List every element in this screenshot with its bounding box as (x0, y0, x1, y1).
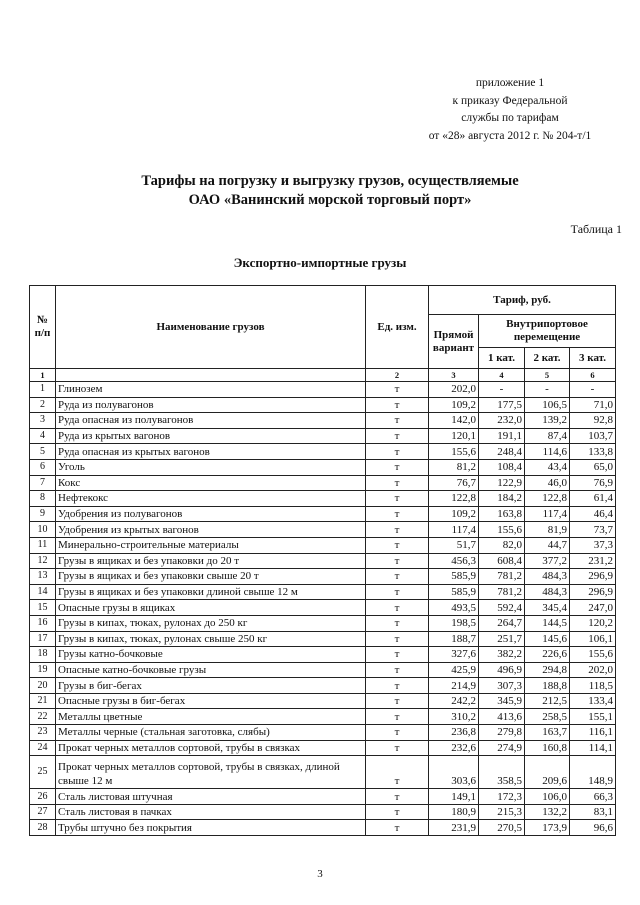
cargo-name: Минерально-строительные материалы (56, 537, 366, 553)
category-1-tariff: 496,9 (479, 662, 525, 678)
cargo-name: Удобрения из крытых вагонов (56, 522, 366, 538)
row-number: 16 (30, 615, 56, 631)
page-number: 3 (317, 868, 323, 880)
category-2-tariff: 46,0 (525, 475, 570, 491)
row-number: 14 (30, 584, 56, 600)
category-3-tariff: 61,4 (570, 491, 616, 507)
direct-tariff: 117,4 (429, 522, 479, 538)
appendix-line: от «28» августа 2012 г. № 204-т/1 (428, 129, 592, 142)
unit-of-measure: т (366, 725, 429, 741)
direct-tariff: 202,0 (429, 382, 479, 398)
unit-of-measure: т (366, 804, 429, 820)
direct-tariff: 149,1 (429, 789, 479, 805)
category-2-tariff: 484,3 (525, 584, 570, 600)
unit-of-measure: т (366, 475, 429, 491)
category-1-tariff: 781,2 (479, 569, 525, 585)
category-1-tariff: - (479, 382, 525, 398)
category-1-tariff: 592,4 (479, 600, 525, 616)
category-1-tariff: 82,0 (479, 537, 525, 553)
table-row (30, 662, 616, 678)
table-row (30, 569, 616, 585)
category-2-tariff: 87,4 (525, 428, 570, 444)
direct-tariff: 120,1 (429, 428, 479, 444)
category-3-tariff: 106,1 (570, 631, 616, 647)
header-unit: Ед. изм. (366, 286, 429, 369)
direct-tariff: 585,9 (429, 569, 479, 585)
column-number: 3 (429, 369, 479, 382)
cargo-name: Металлы черные (стальная заготовка, слябы) (56, 725, 366, 741)
row-number: 20 (30, 678, 56, 694)
unit-of-measure: т (366, 631, 429, 647)
category-2-tariff: 144,5 (525, 615, 570, 631)
header-tariff: Тариф, руб. (429, 286, 616, 315)
document-title (60, 172, 600, 210)
category-1-tariff: 382,2 (479, 647, 525, 663)
row-number: 11 (30, 537, 56, 553)
unit-of-measure: т (366, 491, 429, 507)
row-number: 21 (30, 693, 56, 709)
category-3-tariff: 231,2 (570, 553, 616, 569)
header-internal: Внутрипортовое перемещение (479, 315, 616, 348)
row-number: 10 (30, 522, 56, 538)
category-3-tariff: 92,8 (570, 413, 616, 429)
cargo-name: Металлы цветные (56, 709, 366, 725)
table-row (30, 506, 616, 522)
direct-tariff: 109,2 (429, 397, 479, 413)
category-1-tariff: 108,4 (479, 459, 525, 475)
category-2-tariff: 44,7 (525, 537, 570, 553)
cargo-name: Грузы катно-бочковые (56, 647, 366, 663)
row-number: 1 (30, 382, 56, 398)
row-number: 12 (30, 553, 56, 569)
cargo-name: Уголь (56, 459, 366, 475)
category-3-tariff: - (570, 382, 616, 398)
category-3-tariff: 296,9 (570, 584, 616, 600)
table-row (30, 428, 616, 444)
direct-tariff: 456,3 (429, 553, 479, 569)
category-2-tariff: 139,2 (525, 413, 570, 429)
category-1-tariff: 608,4 (479, 553, 525, 569)
table-row (30, 444, 616, 460)
cargo-name: Глинозем (56, 382, 366, 398)
unit-of-measure: т (366, 537, 429, 553)
category-3-tariff: 116,1 (570, 725, 616, 741)
row-number: 2 (30, 397, 56, 413)
category-3-tariff: 120,2 (570, 615, 616, 631)
category-2-tariff: 132,2 (525, 804, 570, 820)
direct-tariff: 142,0 (429, 413, 479, 429)
row-number: 7 (30, 475, 56, 491)
category-2-tariff: 43,4 (525, 459, 570, 475)
column-number: 5 (525, 369, 570, 382)
row-number: 19 (30, 662, 56, 678)
table-row (30, 693, 616, 709)
cargo-name: Опасные грузы в биг-бегах (56, 693, 366, 709)
cargo-name: Руда опасная из крытых вагонов (56, 444, 366, 460)
direct-tariff: 585,9 (429, 584, 479, 600)
row-number: 27 (30, 804, 56, 820)
direct-tariff: 155,6 (429, 444, 479, 460)
table-row (30, 615, 616, 631)
category-2-tariff: 145,6 (525, 631, 570, 647)
category-3-tariff: 37,3 (570, 537, 616, 553)
category-3-tariff: 202,0 (570, 662, 616, 678)
category-1-tariff: 781,2 (479, 584, 525, 600)
unit-of-measure: т (366, 382, 429, 398)
category-2-tariff: 226,6 (525, 647, 570, 663)
row-number: 5 (30, 444, 56, 460)
column-number: 1 (30, 369, 56, 382)
header-direct: Прямой вариант (429, 315, 479, 369)
table-row (30, 804, 616, 820)
row-number: 24 (30, 740, 56, 756)
column-number: 6 (570, 369, 616, 382)
table-row (30, 413, 616, 429)
category-3-tariff: 103,7 (570, 428, 616, 444)
table-row (30, 491, 616, 507)
cargo-name: Грузы в кипах, тюках, рулонах свыше 250 кг (56, 631, 366, 647)
row-number: 28 (30, 820, 56, 836)
direct-tariff: 122,8 (429, 491, 479, 507)
direct-tariff: 109,2 (429, 506, 479, 522)
category-3-tariff: 96,6 (570, 820, 616, 836)
row-number: 26 (30, 789, 56, 805)
cargo-name: Грузы в ящиках и без упаковки длиной свыше 12 м (56, 584, 366, 600)
row-number: 6 (30, 459, 56, 475)
row-number: 22 (30, 709, 56, 725)
category-3-tariff: 65,0 (570, 459, 616, 475)
category-2-tariff: 106,5 (525, 397, 570, 413)
table-row (30, 647, 616, 663)
category-2-tariff: 160,8 (525, 740, 570, 756)
direct-tariff: 236,8 (429, 725, 479, 741)
category-1-tariff: 251,7 (479, 631, 525, 647)
cargo-name: Трубы штучно без покрытия (56, 820, 366, 836)
table-row (30, 475, 616, 491)
unit-of-measure: т (366, 444, 429, 460)
direct-tariff: 198,5 (429, 615, 479, 631)
header-cat2: 2 кат. (525, 348, 570, 369)
table-row (30, 631, 616, 647)
category-3-tariff: 247,0 (570, 600, 616, 616)
table-row (30, 725, 616, 741)
category-1-tariff: 345,9 (479, 693, 525, 709)
header-name: Наименование грузов (56, 286, 366, 369)
unit-of-measure: т (366, 569, 429, 585)
table-row (30, 522, 616, 538)
category-2-tariff: 117,4 (525, 506, 570, 522)
row-number: 8 (30, 491, 56, 507)
appendix-line: приложение 1 (475, 77, 545, 89)
unit-of-measure: т (366, 459, 429, 475)
category-3-tariff: 66,3 (570, 789, 616, 805)
category-1-tariff: 307,3 (479, 678, 525, 694)
cargo-name: Нефтекокс (56, 491, 366, 507)
direct-tariff: 188,7 (429, 631, 479, 647)
cargo-name: Сталь листовая в пачках (56, 804, 366, 820)
title-line-1: Тарифы на погрузку и выгрузку грузов, осуществляемые (141, 173, 519, 189)
category-2-tariff: - (525, 382, 570, 398)
tariff-table (29, 285, 616, 836)
unit-of-measure: т (366, 662, 429, 678)
table-row (30, 382, 616, 398)
category-1-tariff: 184,2 (479, 491, 525, 507)
category-2-tariff: 114,6 (525, 444, 570, 460)
category-3-tariff: 296,9 (570, 569, 616, 585)
unit-of-measure: т (366, 584, 429, 600)
category-1-tariff: 122,9 (479, 475, 525, 491)
appendix-line: службы по тарифам (461, 112, 559, 124)
category-1-tariff: 215,3 (479, 804, 525, 820)
category-1-tariff: 155,6 (479, 522, 525, 538)
column-number-row (30, 369, 616, 382)
category-1-tariff: 163,8 (479, 506, 525, 522)
cargo-name: Руда опасная из полувагонов (56, 413, 366, 429)
section-title: Экспортно-импортные грузы (233, 255, 407, 270)
category-2-tariff: 106,0 (525, 789, 570, 805)
category-1-tariff: 264,7 (479, 615, 525, 631)
direct-tariff: 76,7 (429, 475, 479, 491)
direct-tariff: 180,9 (429, 804, 479, 820)
cargo-name: Опасные грузы в ящиках (56, 600, 366, 616)
category-3-tariff: 155,1 (570, 709, 616, 725)
category-3-tariff: 133,8 (570, 444, 616, 460)
category-3-tariff: 73,7 (570, 522, 616, 538)
row-number: 18 (30, 647, 56, 663)
direct-tariff: 232,6 (429, 740, 479, 756)
cargo-name: Прокат черных металлов сортовой, трубы в связках, длиной свыше 12 м (56, 756, 366, 789)
category-3-tariff: 71,0 (570, 397, 616, 413)
cargo-name: Грузы в кипах, тюках, рулонах до 250 кг (56, 615, 366, 631)
unit-of-measure: т (366, 428, 429, 444)
category-2-tariff: 188,8 (525, 678, 570, 694)
cargo-name: Грузы в ящиках и без упаковки до 20 т (56, 553, 366, 569)
category-1-tariff: 358,5 (479, 756, 525, 789)
unit-of-measure: т (366, 789, 429, 805)
unit-of-measure: т (366, 397, 429, 413)
category-2-tariff: 258,5 (525, 709, 570, 725)
unit-of-measure: т (366, 709, 429, 725)
column-number: 4 (479, 369, 525, 382)
table-row (30, 756, 616, 789)
direct-tariff: 310,2 (429, 709, 479, 725)
category-3-tariff: 118,5 (570, 678, 616, 694)
category-3-tariff: 133,4 (570, 693, 616, 709)
category-1-tariff: 248,4 (479, 444, 525, 460)
direct-tariff: 242,2 (429, 693, 479, 709)
cargo-name: Руда из полувагонов (56, 397, 366, 413)
table-row (30, 397, 616, 413)
category-1-tariff: 177,5 (479, 397, 525, 413)
category-2-tariff: 122,8 (525, 491, 570, 507)
cargo-name: Кокс (56, 475, 366, 491)
category-1-tariff: 270,5 (479, 820, 525, 836)
category-2-tariff: 81,9 (525, 522, 570, 538)
column-number: 2 (366, 369, 429, 382)
category-3-tariff: 46,4 (570, 506, 616, 522)
category-1-tariff: 274,9 (479, 740, 525, 756)
unit-of-measure: т (366, 615, 429, 631)
category-2-tariff: 484,3 (525, 569, 570, 585)
unit-of-measure: т (366, 413, 429, 429)
table-row (30, 678, 616, 694)
direct-tariff: 425,9 (429, 662, 479, 678)
category-2-tariff: 294,8 (525, 662, 570, 678)
row-number: 3 (30, 413, 56, 429)
direct-tariff: 51,7 (429, 537, 479, 553)
table-row (30, 584, 616, 600)
row-number: 9 (30, 506, 56, 522)
table-row (30, 600, 616, 616)
category-1-tariff: 172,3 (479, 789, 525, 805)
table-row (30, 709, 616, 725)
column-number (56, 369, 366, 382)
category-3-tariff: 155,6 (570, 647, 616, 663)
unit-of-measure: т (366, 756, 429, 789)
table-row (30, 537, 616, 553)
category-2-tariff: 212,5 (525, 693, 570, 709)
header-num: № п/п (30, 286, 56, 369)
category-3-tariff: 83,1 (570, 804, 616, 820)
cargo-name: Грузы в ящиках и без упаковки свыше 20 т (56, 569, 366, 585)
category-1-tariff: 191,1 (479, 428, 525, 444)
category-2-tariff: 377,2 (525, 553, 570, 569)
direct-tariff: 327,6 (429, 647, 479, 663)
direct-tariff: 231,9 (429, 820, 479, 836)
unit-of-measure: т (366, 522, 429, 538)
table-row (30, 553, 616, 569)
unit-of-measure: т (366, 600, 429, 616)
appendix-block (395, 75, 625, 145)
category-1-tariff: 413,6 (479, 709, 525, 725)
category-2-tariff: 163,7 (525, 725, 570, 741)
cargo-name: Прокат черных металлов сортовой, трубы в связках (56, 740, 366, 756)
cargo-name: Опасные катно-бочковые грузы (56, 662, 366, 678)
row-number: 13 (30, 569, 56, 585)
unit-of-measure: т (366, 553, 429, 569)
category-3-tariff: 114,1 (570, 740, 616, 756)
category-1-tariff: 232,0 (479, 413, 525, 429)
table-row (30, 740, 616, 756)
cargo-name: Грузы в биг-бегах (56, 678, 366, 694)
cargo-name: Сталь листовая штучная (56, 789, 366, 805)
unit-of-measure: т (366, 678, 429, 694)
row-number: 15 (30, 600, 56, 616)
row-number: 4 (30, 428, 56, 444)
category-3-tariff: 76,9 (570, 475, 616, 491)
unit-of-measure: т (366, 820, 429, 836)
category-2-tariff: 345,4 (525, 600, 570, 616)
header-cat3: 3 кат. (570, 348, 616, 369)
table-row (30, 459, 616, 475)
table-label: Таблица 1 (570, 222, 622, 236)
header-cat1: 1 кат. (479, 348, 525, 369)
unit-of-measure: т (366, 506, 429, 522)
direct-tariff: 303,6 (429, 756, 479, 789)
category-1-tariff: 279,8 (479, 725, 525, 741)
direct-tariff: 493,5 (429, 600, 479, 616)
row-number: 23 (30, 725, 56, 741)
row-number: 25 (30, 756, 56, 789)
category-2-tariff: 173,9 (525, 820, 570, 836)
unit-of-measure: т (366, 693, 429, 709)
unit-of-measure: т (366, 647, 429, 663)
row-number: 17 (30, 631, 56, 647)
appendix-line: к приказу Федеральной (452, 94, 568, 107)
direct-tariff: 81,2 (429, 459, 479, 475)
table-row (30, 789, 616, 805)
cargo-name: Руда из крытых вагонов (56, 428, 366, 444)
table-row (30, 820, 616, 836)
unit-of-measure: т (366, 740, 429, 756)
direct-tariff: 214,9 (429, 678, 479, 694)
cargo-name: Удобрения из полувагонов (56, 506, 366, 522)
category-3-tariff: 148,9 (570, 756, 616, 789)
title-line-2: ОАО «Ванинский морской торговый порт» (188, 192, 472, 208)
category-2-tariff: 209,6 (525, 756, 570, 789)
